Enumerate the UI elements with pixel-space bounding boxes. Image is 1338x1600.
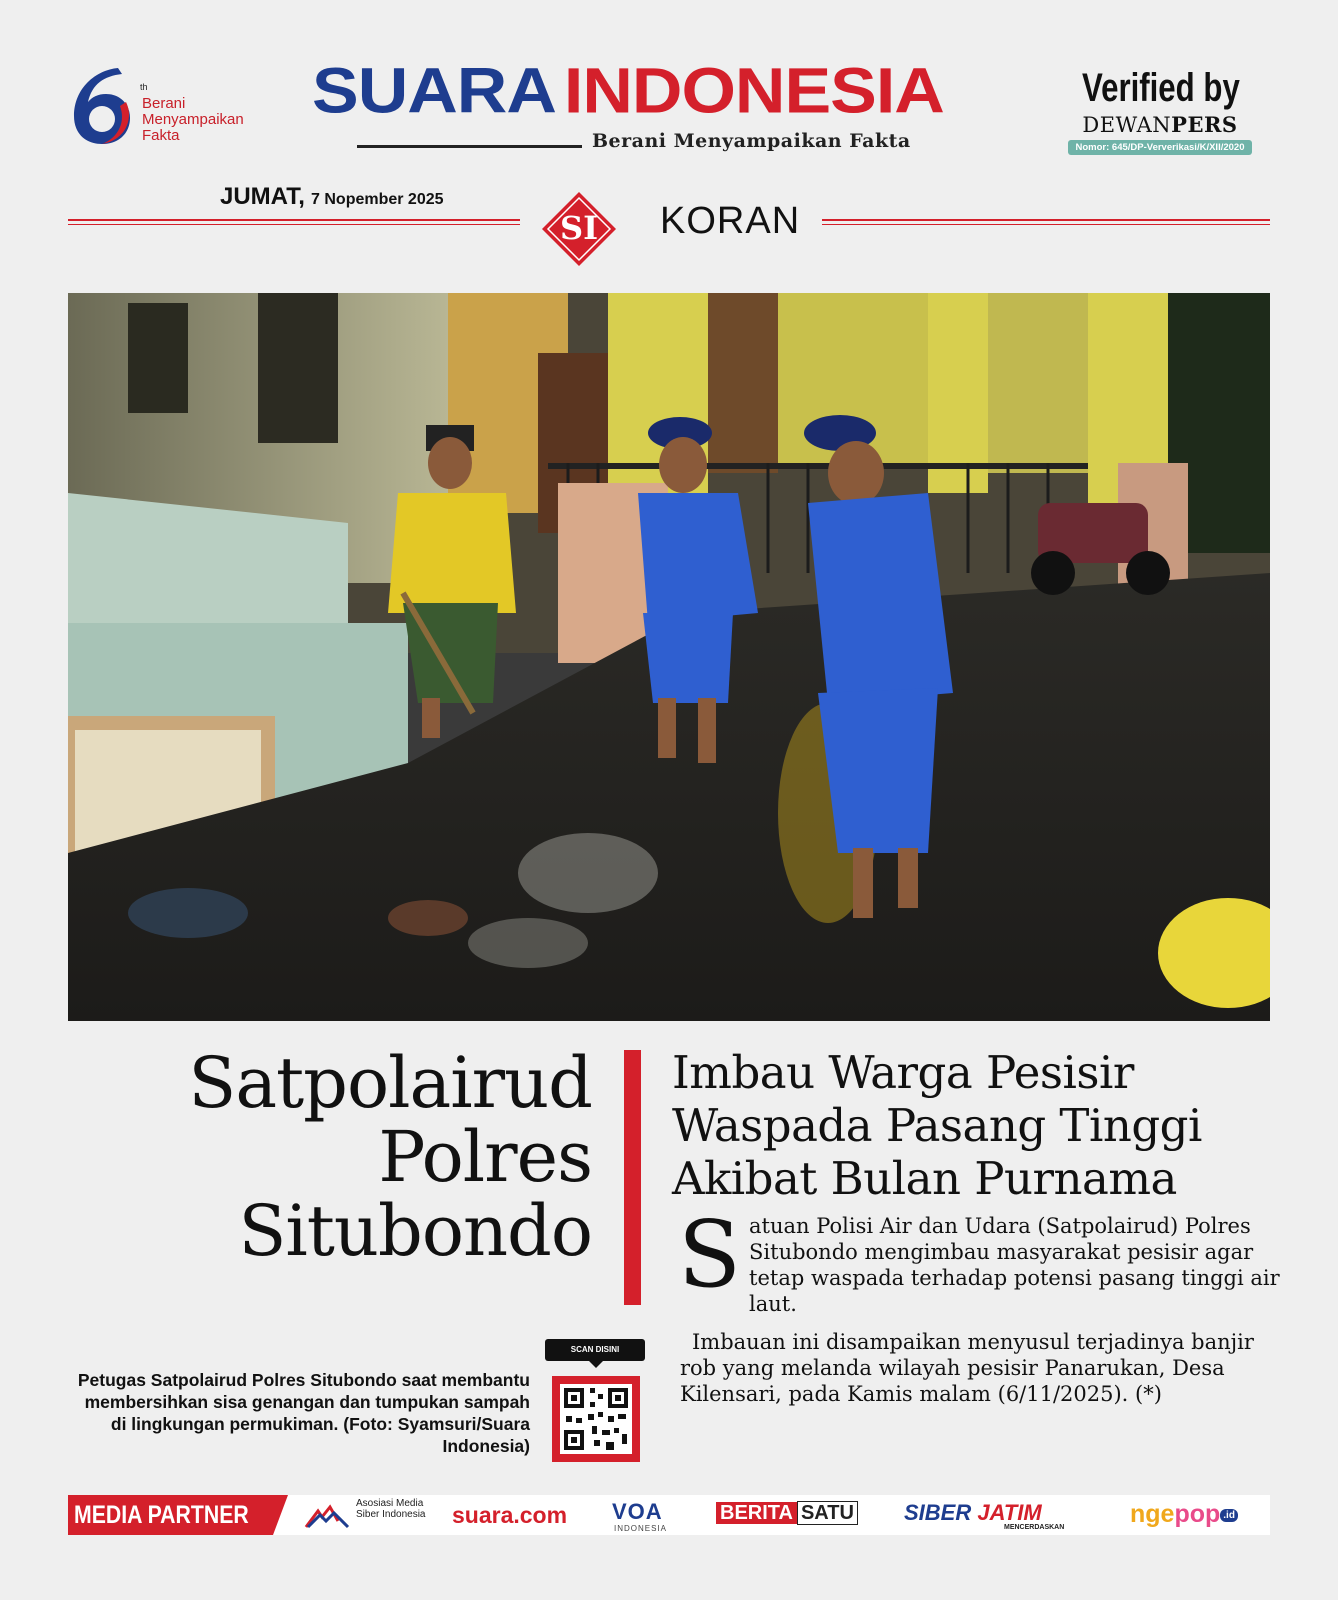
partner-berita-text: BERITA: [716, 1502, 797, 1524]
partner-siber-sub: MENCERDASKAN: [1004, 1524, 1065, 1531]
article-paragraph-1: [678, 1201, 1280, 1317]
scan-pointer: [588, 1360, 604, 1368]
partner-satu-text: SATU: [797, 1501, 858, 1525]
verified-badge: [1060, 68, 1260, 155]
partner-voa-sub: INDONESIA: [614, 1524, 668, 1533]
debris: [388, 900, 468, 936]
partner-ngepop[interactable]: [1130, 1500, 1238, 1529]
headline-right: [672, 1046, 1292, 1205]
masthead[interactable]: [312, 54, 944, 127]
si-logo[interactable]: [540, 190, 618, 268]
partner-pop-text: pop: [1174, 1500, 1221, 1528]
amsi-icon: [304, 1503, 352, 1529]
article-paragraph-1-text: atuan Polisi Air dan Udara (Satpolairud) Polres Situbondo mengimbau masyarakat pesisir agar tetap waspada terhadap potensi pasang tinggi air laut.: [749, 1214, 1280, 1316]
section-label: KORAN: [660, 200, 801, 242]
partner-voa[interactable]: VOA: [612, 1499, 663, 1524]
headline-right-line-3: Akibat Bulan Purnama: [672, 1152, 1177, 1205]
dateline-day: JUMAT,: [220, 183, 305, 210]
pers-text: PERS: [1171, 112, 1238, 137]
window-center: [258, 293, 338, 443]
anniversary-logo: [66, 62, 136, 146]
dropcap: S: [678, 1201, 742, 1308]
headline-right-line-1: Imbau Warga Pesisir: [672, 1046, 1134, 1099]
dewan-pers-logo: [1060, 112, 1260, 137]
masthead-suara: SUARA: [312, 54, 556, 127]
headline-right-line-2: Waspada Pasang Tinggi: [672, 1099, 1202, 1152]
photo-illustration: [68, 293, 1270, 1021]
partner-beritasatu[interactable]: [716, 1502, 858, 1525]
partner-siber-text: SIBER: [904, 1500, 972, 1525]
headline-left-line-3: Situbondo: [238, 1190, 592, 1272]
si-logo-text: SI: [559, 209, 599, 247]
scan-label: SCAN DISINI: [545, 1339, 645, 1361]
masthead-indonesia: INDONESIA: [563, 54, 944, 127]
partner-nge-text: nge: [1130, 1500, 1175, 1528]
photo-caption: Petugas Satpolairud Polres Situbondo saat membantu membersihkan sisa genangan dan tumpukan sampah di lingkungan permukiman. (Foto: Syamsuri/Suara Indonesia): [77, 1370, 530, 1456]
partner-jatim-text: JATIM: [977, 1500, 1042, 1525]
article-body: [678, 1201, 1280, 1407]
anniversary-text: Berani Menyampaikan Fakta: [142, 95, 244, 144]
dateline-date: 7 Nopember 2025: [311, 191, 444, 208]
partner-suara[interactable]: suara.com: [452, 1502, 568, 1528]
verified-title: Verified by: [1082, 66, 1240, 110]
dateline: [220, 183, 444, 211]
partner-amsi[interactable]: Asosiasi Media Siber Indonesia: [356, 1498, 426, 1520]
verification-number: Nomor: 645/DP-Ververikasi/K/XII/2020: [1068, 140, 1253, 155]
headline-left-line-2: Polres: [378, 1116, 592, 1198]
window-left: [128, 303, 188, 413]
header-rule-right-thin: [822, 224, 1270, 225]
dewan-text: DEWAN: [1082, 113, 1172, 137]
partner-id-text: .id: [1220, 1509, 1238, 1522]
masthead-rule: [357, 145, 582, 148]
headline-left: [70, 1042, 592, 1272]
header-rule-right: [822, 219, 1270, 221]
headline-left-line-1: Satpolairud: [188, 1042, 592, 1124]
media-partner-label: MEDIA PARTNER: [74, 1501, 249, 1529]
headline-divider: [624, 1050, 641, 1305]
article-paragraph-2: Imbauan ini disampaikan menyusul terjadinya banjir rob yang melanda wilayah pesisir Panarukan, Desa Kilensari, pada Kamis malam (6/11/2025). (*): [680, 1330, 1254, 1406]
header-rule-left: [68, 219, 520, 221]
header-rule-left-thin: [68, 224, 520, 225]
qr-code-icon[interactable]: [552, 1376, 640, 1462]
partner-siberjatim[interactable]: [904, 1500, 1042, 1526]
masthead-tagline: Berani Menyampaikan Fakta: [592, 130, 911, 152]
anniversary-suffix: th: [140, 82, 148, 92]
news-photo: [68, 293, 1270, 1021]
